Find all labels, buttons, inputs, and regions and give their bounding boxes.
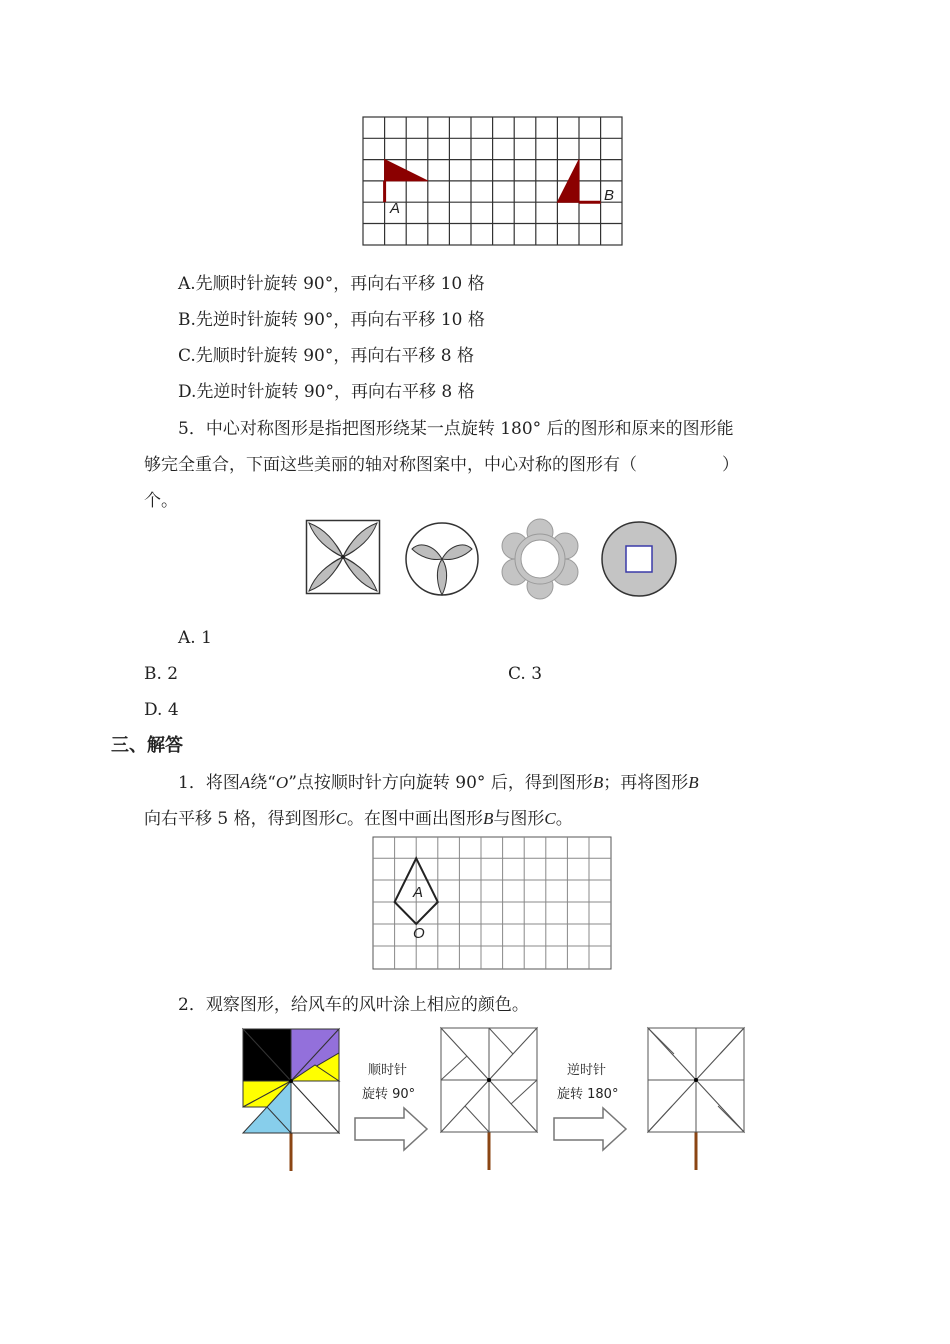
s3-q1-line2: 向右平移 5 格，得到图形C。在图中画出图形B与图形C。 xyxy=(144,809,573,829)
q4-option-d: D.先逆时针旋转 90°，再向右平移 8 格 xyxy=(178,382,475,402)
q4-grid-figure xyxy=(362,116,623,247)
arrow-counterclockwise-180 xyxy=(551,1056,631,1152)
q4-option-b: B.先逆时针旋转 90°，再向右平移 10 格 xyxy=(178,310,485,330)
pattern-coin xyxy=(600,520,678,598)
q5-option-b: B. 2 xyxy=(144,664,179,684)
arrow-clockwise-90 xyxy=(352,1056,432,1152)
label-a: A xyxy=(390,200,401,217)
label-b: B xyxy=(604,187,615,204)
s3-q1-line1: 1．将图A绕“O”点按顺时针方向旋转 90° 后，得到图形B；再将图形B xyxy=(178,773,699,793)
pattern-circle-three-petals xyxy=(404,521,480,597)
q5-text-line1: 5．中心对称图形是指把图形绕某一点旋转 180° 后的图形和原来的图形能 xyxy=(178,419,734,439)
q4-option-c: C.先顺时针旋转 90°，再向右平移 8 格 xyxy=(178,346,474,366)
svg-text:逆时针: 逆时针 xyxy=(567,1063,607,1078)
section-heading: 三、解答 xyxy=(111,735,183,756)
pattern-square-petals xyxy=(305,519,381,596)
pinwheel-colored xyxy=(240,1025,344,1175)
svg-text:旋转 90°: 旋转 90° xyxy=(362,1087,416,1102)
q5-text-line2: 够完全重合，下面这些美丽的轴对称图案中，中心对称的图形有（ ） xyxy=(144,455,739,475)
q5-option-c: C. 3 xyxy=(508,664,543,684)
svg-text:旋转 180°: 旋转 180° xyxy=(557,1087,619,1102)
pattern-flower xyxy=(501,518,579,600)
q5-option-a: A. 1 xyxy=(178,628,212,648)
q5-option-d: D. 4 xyxy=(144,700,179,720)
svg-text:顺时针: 顺时针 xyxy=(368,1063,408,1078)
point-label-o: O xyxy=(413,925,425,942)
q5-text-line3: 个。 xyxy=(144,491,178,511)
pinwheel-outline-2 xyxy=(645,1024,749,1174)
s3-q1-grid-figure xyxy=(372,836,612,970)
s3-q2-text: 2．观察图形，给风车的风叶涂上相应的颜色。 xyxy=(178,995,529,1015)
kite-label-a: A xyxy=(413,884,424,901)
pinwheel-outline-1 xyxy=(438,1024,542,1174)
q4-option-a: A.先顺时针旋转 90°，再向右平移 10 格 xyxy=(178,274,485,294)
s3-q1-grid xyxy=(373,837,611,969)
